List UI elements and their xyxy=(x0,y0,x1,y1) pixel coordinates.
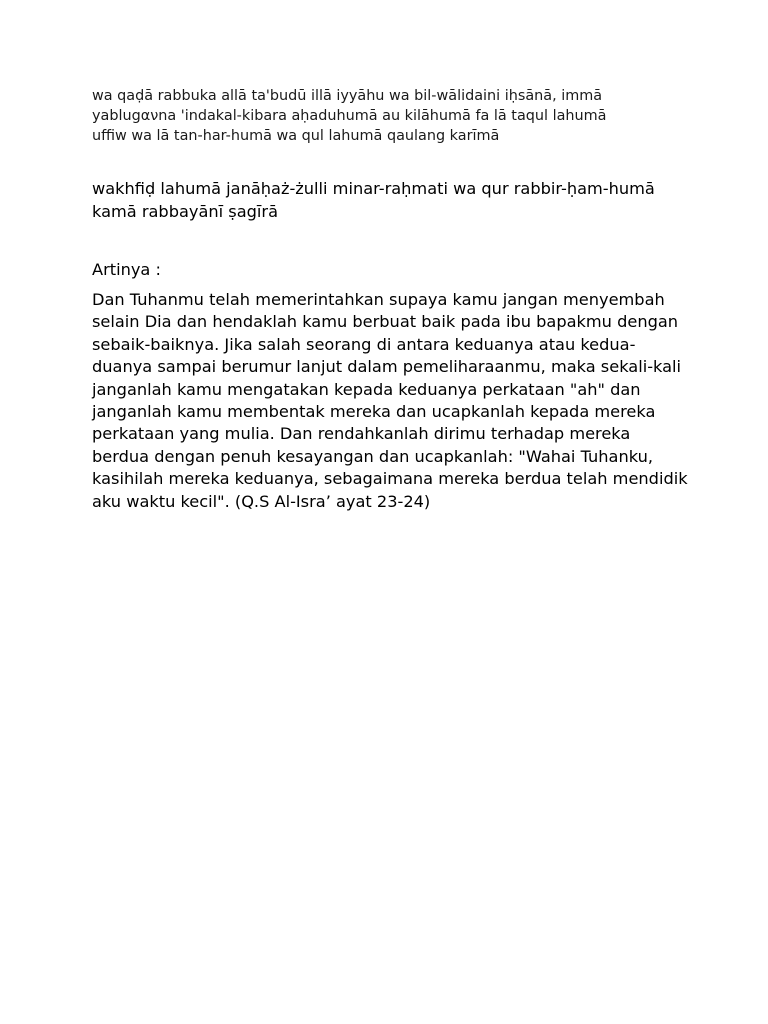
translation-line: aku waktu kecil". (Q.S Al-Isra’ ayat 23-24) xyxy=(92,491,431,511)
transliteration-paragraph-1 xyxy=(92,86,712,146)
transliteration-line: wakhfiḍ lahumā janāḥaż-żulli minar-raḥmati wa qur rabbir-ḥam-humā xyxy=(92,179,655,198)
translation-line: duanya sampai berumur lanjut dalam pemeliharaanmu, maka sekali-kali xyxy=(92,357,682,377)
translation-line: perkataan yang mulia. Dan rendahkanlah dirimu terhadap mereka xyxy=(92,424,631,444)
translation-line: Dan Tuhanmu telah memerintahkan supaya kamu jangan menyembah xyxy=(92,290,665,309)
translation-line: janganlah kamu membentak mereka dan ucapkanlah kepada mereka xyxy=(92,402,656,422)
translation-line: janganlah kamu mengatakan kepada keduanya perkataan "ah" dan xyxy=(92,379,641,399)
translation-line: kasihilah mereka keduanya, sebagaimana mereka berdua telah mendidik xyxy=(92,469,688,489)
transliteration-line: kamā rabbayānī ṣagīrā xyxy=(92,202,278,221)
translation-line: selain Dia dan hendaklah kamu berbuat baik pada ibu bapakmu dengan xyxy=(92,312,679,332)
transliteration-line: wa qaḍā rabbuka allā ta'budū illā iyyāhu wa bil-wālidaini iḥsānā, immā xyxy=(92,88,603,104)
translation-line: berdua dengan penuh kesayangan dan ucapkanlah: "Wahai Tuhanku, xyxy=(92,446,653,466)
transliteration-line: yablugανna 'indakal-kibara aḥaduhumā au kilāhumā fa lā taqul lahumā xyxy=(92,108,607,124)
translation-paragraph xyxy=(92,289,732,513)
artinya-label: Artinya : xyxy=(92,260,161,279)
transliteration-line: uffiw wa lā tan-har-humā wa qul lahumā qaulang karīmā xyxy=(92,128,500,144)
translation-line: sebaik-baiknya. Jika salah seorang di antara keduanya atau kedua- xyxy=(92,334,636,354)
transliteration-paragraph-2 xyxy=(92,177,712,223)
